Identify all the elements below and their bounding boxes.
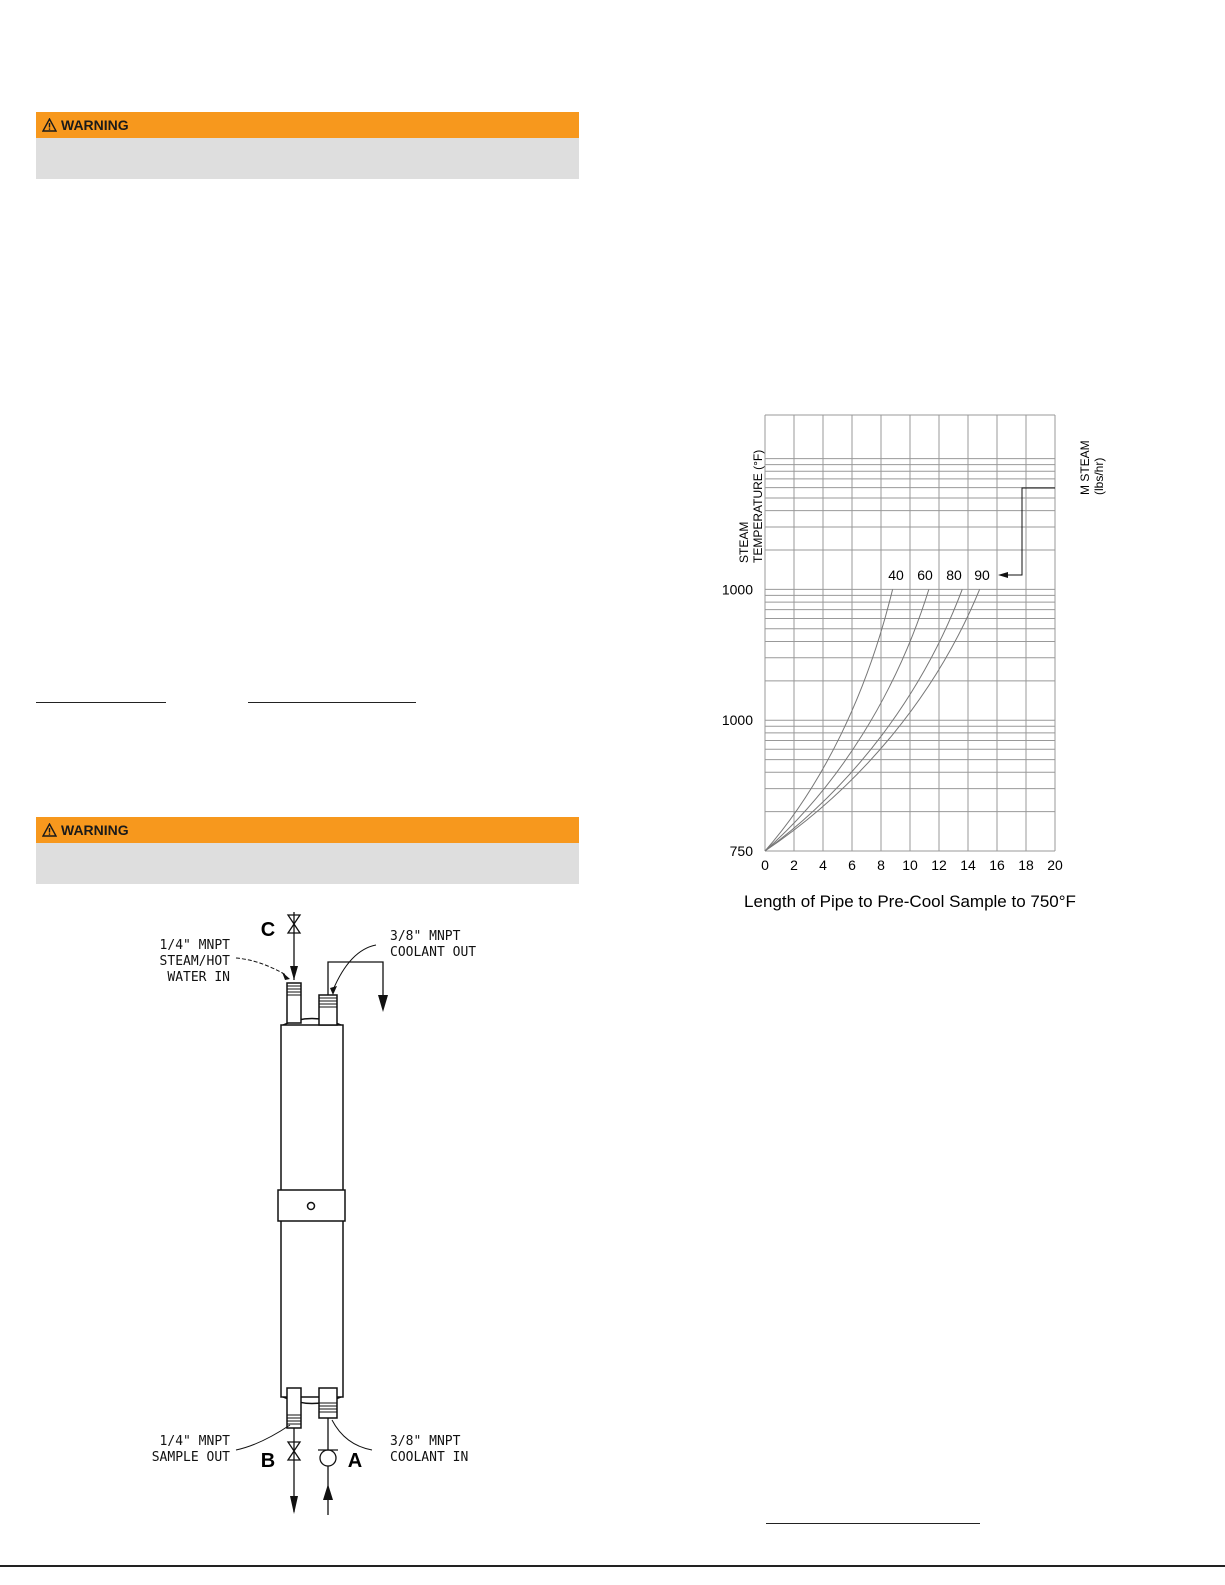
warning-label: WARNING [61,117,129,133]
label-coolant-in-line1: 3/8" MNPT [390,1434,461,1449]
label-coolant-out-line1: 3/8" MNPT [390,929,461,944]
label-sample-out-line1: 1/4" MNPT [159,1434,230,1449]
right-axis-label-line1: M STEAM [1078,440,1092,495]
x-tick-label: 0 [761,857,769,873]
label-a: A [347,1450,363,1472]
x-tick-labels [761,857,1063,873]
x-tick-label: 2 [790,857,798,873]
right-axis-label-line2: (lbs/hr) [1092,457,1106,495]
series-label-80: 80 [946,567,962,583]
x-tick-label: 4 [819,857,827,873]
y-axis-label-line1: STEAM [737,521,751,563]
series-label-40: 40 [888,567,904,583]
x-tick-label: 20 [1047,857,1063,873]
pipe-length-chart [620,380,1220,940]
x-tick-label: 16 [989,857,1005,873]
label-coolant-out-line2: COOLANT OUT [390,945,477,960]
warning-label: WARNING [61,822,129,838]
cooler-clamp [278,1190,345,1221]
y-axis-label-line2: TEMPERATURE (°F) [751,449,765,563]
m-steam-pointer-arrow [998,572,1008,578]
label-steam-in-line3: WATER IN [167,970,230,985]
label-coolant-in-line2: COOLANT IN [390,1450,469,1465]
y-tick-label: 750 [729,843,753,859]
x-tick-label: 10 [902,857,918,873]
y-tick-label: 1000 [721,712,753,729]
footer-rule [0,1565,1225,1567]
label-steam-in-line2: STEAM/HOT [159,954,230,969]
x-tick-label: 18 [1018,857,1034,873]
x-tick-label: 12 [931,857,947,873]
m-steam-pointer [1005,488,1055,575]
x-tick-label: 8 [877,857,885,873]
underline-rule-3 [766,1523,980,1524]
chart-grid [765,415,1055,851]
x-tick-label: 14 [960,857,976,873]
series-label-90: 90 [974,567,990,583]
label-c: C [260,919,276,941]
series-label-60: 60 [917,567,933,583]
label-sample-out-line2: SAMPLE OUT [151,1450,230,1465]
label-steam-in-line1: 1/4" MNPT [159,938,230,953]
y-tick-labels [722,581,753,859]
y-tick-label: 1000 [721,581,753,598]
fitting-sample-out [287,1388,301,1428]
fitting-coolant-out [319,995,337,1025]
x-axis-label: Length of Pipe to Pre-Cool Sample to 750°F [744,892,1076,911]
label-b: B [260,1450,276,1472]
x-tick-label: 6 [848,857,856,873]
